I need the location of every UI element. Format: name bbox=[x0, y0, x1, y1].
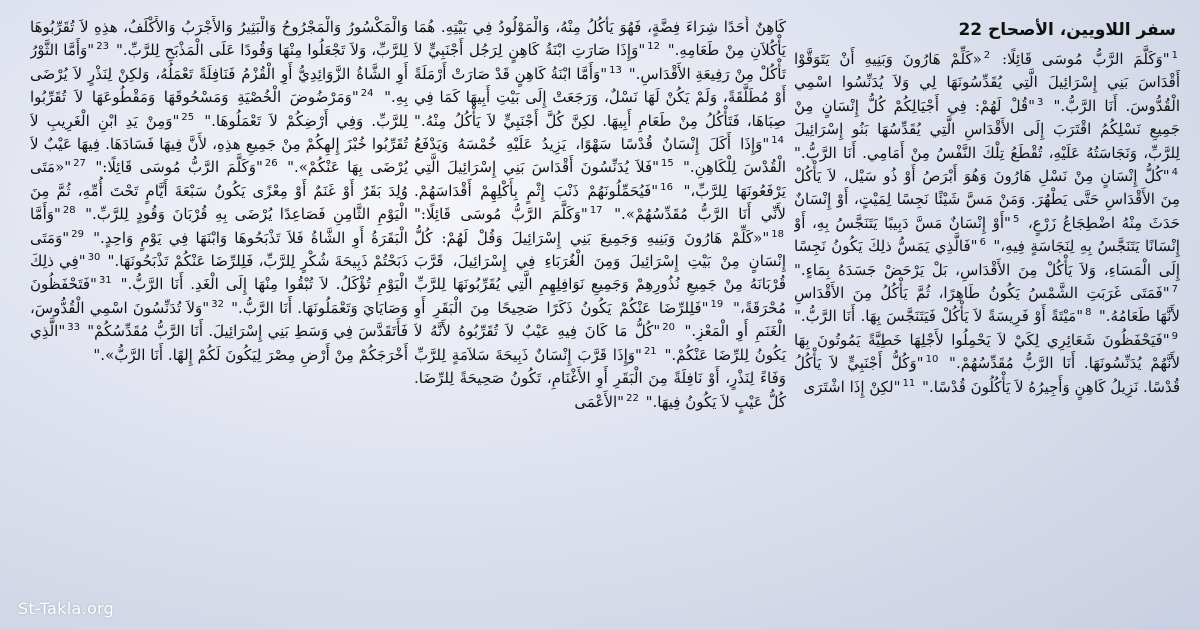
verse-number: 30 bbox=[87, 252, 101, 264]
verse-text: "فَيُحَمِّلُونَهُمْ ذَنْبَ إِثْمٍ بِأَكْلِهِمْ أَقْدَاسَهُمْ. لأَنِّي أَنَا الرَّبُّ مُقَدِّسُهُمْ»." bbox=[414, 181, 786, 224]
verse-text: "فَتَحْفَظُونَ وَصَايَايَ وَتَعْمَلُونَهَا. أَنَا الرَّبُّ." bbox=[30, 275, 408, 317]
verse-number: 20 bbox=[662, 322, 676, 334]
verse-number: 5 bbox=[1012, 213, 1020, 225]
verse-text: "«كَلِّمْ هَارُونَ وَبَنِيهِ وَجَمِيعَ بَنِي إِسْرَائِيلَ وَقُلْ لَهُمْ: كُلُّ إِنْسَانٍ مِنْ بَيْتِ إِسْرَائِيلَ وَمِنَ الْغُرَبَاءِ فِي إِسْرَائِيلَ، قَرَّبَ قُرْبَانَهُ مِنْ جَمِيعِ نُذُورِهِمْ وَجَمِيعِ نَوَافِلِهِمِ الَّتِي يُقَرِّبُونَهَا لِلرَّبِّ مُحْرَقَةً،" bbox=[414, 228, 786, 317]
verse-number: 14 bbox=[771, 135, 784, 147]
verse bbox=[414, 205, 605, 223]
verse-text: "فَلاَ يُدَنِّسُونَ أَقْدَاسَ بَنِي إِسْرَائِيلَ الَّتِي يَرْفَعُونَهَا لِلرَّبِّ،" bbox=[414, 158, 786, 200]
verse-number: 16 bbox=[660, 181, 673, 193]
verse-number: 18 bbox=[771, 228, 784, 240]
verse-text: "وَكُلُّ أَجْنَبِيٍّ لاَ يَأْكُلُ قُدْسًا. نَزِيلُ كَاهِنٍ وَأَجِيرُهُ لاَ يَأْكُلُونَ قُدْسًا." bbox=[794, 354, 1180, 396]
verse-number: 6 bbox=[979, 237, 986, 249]
verse-text: "وَلاَ تُدَنِّسُونَ اسْمِي الْقُدُّوسَ، فَأَتَقَدَّسَ فِي وَسَطِ بَنِي إِسْرَائِيلَ. أَنَا الرَّبُّ مُقَدِّسُكُمْ" bbox=[30, 298, 408, 341]
verse-text: "كُلُّ مَا كَانَ فِيهِ عَيْبٌ لاَ تُقَرِّبُوهُ لأَنَّهُ لاَ يَكُونُ لِلرِّضَا عَنْكُمْ." bbox=[414, 322, 786, 364]
verse-number: 29 bbox=[71, 228, 84, 240]
verse bbox=[794, 307, 1093, 325]
verse-number: 23 bbox=[96, 41, 109, 53]
verse-number: 15 bbox=[661, 158, 674, 170]
verse-text: "وَإِذَا صَارَتِ ابْنَةُ كَاهِنٍ لِرَجُل أَجْنَبِيٍّ لاَ تَأْكُلْ مِنْ رَفِيعَةِ الأَقْدَاسِ." bbox=[414, 41, 786, 83]
verse-number: 1 bbox=[1171, 50, 1178, 61]
verse-text: "وَإِذَا قَرَّبَ إِنْسَانٌ ذَبِيحَةَ سَلاَمَةٍ لِلرَّبِّ وَفَاءً لِنَذْرٍ، أَوْ نَافِلَةً مِنَ الْبَقَرِ أَوِ الأَغْنَامِ، تَكُونُ صَحِيحَةً لِلرِّضَا. كُلُّ عَيْبٍ لاَ يَكُونُ فِيهَا." bbox=[414, 345, 786, 411]
verse-text: "قُلْ لَهُمْ: فِي أَجْيَالِكُمْ كُلُّ إِنْسَانٍ مِنْ جَمِيعِ نَسْلِكُمُ اقْتَرَبَ إِلَى الأَقْدَاسِ الَّتِي يُقَدِّسُهَا بَنُو إِسْرَائِيلَ لِلرَّبِّ، وَنَجَاسَتُهُ عَلَيْهِ، تُقْطَعُ تِلْكَ النَّفْسُ مِنْ أَمَامِي. أَنَا الرَّبُّ." bbox=[794, 96, 1180, 162]
verse-number: 10 bbox=[925, 354, 939, 366]
verse-number: 22 bbox=[626, 392, 639, 404]
verse-number: 4 bbox=[1171, 167, 1178, 179]
text-column-1 bbox=[794, 16, 1180, 616]
chapter-title: سفر اللاويين، الأصحاح 22 bbox=[958, 20, 1176, 40]
text-column-3 bbox=[30, 16, 408, 616]
verse-text: "وَكَلَّمَ الرَّبُّ مُوسَى قَائِلًا: bbox=[1002, 50, 1170, 68]
verse bbox=[574, 393, 640, 411]
verse-number: 21 bbox=[643, 345, 657, 357]
verse bbox=[804, 378, 918, 396]
verse-number: 9 bbox=[1171, 330, 1178, 342]
verse-text: "فَيَحْفَظُونَ شَعَائِرِي لِكَيْ لاَ يَحْمِلُوا لأَجْلِهَا خَطِيَّةً يَمُوتُونَ بِهَا لأَنَّهُمْ يُدَنِّسُونَهَا. أَنَا الرَّبُّ مُقَدِّسُهُمْ." bbox=[794, 330, 1180, 373]
verse-text: "وَمَتَى ذَبَحْتُمْ ذَبِيحَةَ شُكْرٍ لِلرَّبِّ، فَلِلرِّضَا عَنْكُمْ تَذْبَحُونَهَا." bbox=[30, 228, 408, 271]
verse-text: "لكِنْ إِذَا اشْتَرَى bbox=[803, 377, 901, 396]
verse-text: "الأَعْمَى bbox=[574, 392, 625, 411]
verse-number: 31 bbox=[98, 275, 112, 287]
verse-number: 8 bbox=[1085, 307, 1092, 319]
verse-list bbox=[414, 16, 786, 414]
verse-number: 19 bbox=[710, 298, 724, 310]
verse-number: 11 bbox=[902, 377, 916, 389]
verse-list bbox=[30, 16, 408, 367]
verse-number: 12 bbox=[647, 41, 660, 53]
verse-number: 24 bbox=[360, 88, 374, 100]
verse-number: 26 bbox=[264, 158, 278, 170]
verse-text: "«مَتَى وُلِدَ بَقَرٌ أَوْ غَنَمٌ أَوْ مِعْزًى يَكُونُ سَبْعَةَ أَيَّامٍ تَحْتَ أُمِّهِ، ثُمَّ مِنَ الْيَوْمِ الثَّامِنِ فَصَاعِدًا يُرْضَى بِهِ قُرْبَانَ وَقُودٍ لِلرَّبِّ." bbox=[30, 158, 408, 224]
verse-text: كَاهِنٌ أَحَدًا شِرَاءَ فِضَّةٍ، فَهُوَ يَأْكُلُ مِنْهُ، وَالْمَوْلُودُ فِي بَيْتِهِ. هُمَا يَأْكُلاَنِ مِنْ طَعَامِهِ." bbox=[414, 18, 786, 60]
verse-text: "وَكَلَّمَ الرَّبُّ مُوسَى قَائِلًا:" bbox=[95, 158, 263, 177]
verse-text: "وَمَرْضُوضَ الْخُصْيَةِ وَمَسْحُوقَهَا وَمَقْطُوعَهَا لاَ تُقَرِّبُوا لِلرَّبِّ. وَفِي أَرْضِكُمْ لاَ تَعْمَلُوهَا." bbox=[30, 88, 408, 130]
verse-text: "فَمَتَى غَرَبَتِ الشَّمْسُ يَكُونُ طَاهِرًا، ثُمَّ يَأْكُلُ مِنَ الأَقْدَاسِ لأَنَّهَا طَعَامُهُ." bbox=[794, 284, 1180, 326]
verse bbox=[95, 158, 279, 176]
verse-text: "أَوْ إِنْسَانٌ مَسَّ دَبِيبًا يَتَنَجَّسُ بِهِ، أَوْ إِنْسَانًا يَتَنَجَّسُ بِهِ لِنَجَاسَةٍ فِيهِ،" bbox=[794, 213, 1180, 256]
verse-text: "كُلُّ إِنْسَانٍ مِنْ نَسْلِ هَارُونَ وَهُوَ أَبْرَصُ أَوْ ذُو سَيْل، لاَ يَأْكُلْ مِنَ الأَقْدَاسِ حَتَّى يَطْهُرَ. وَمَنْ مَسَّ شَيْئًا نَجِسًا لِمَيْتٍ، أَوْ إِنْسَانٌ حَدَثَ مِنْهُ اضْطِجَاعُ زَرْعٍ، bbox=[794, 167, 1180, 232]
site-watermark: St-Takla.org bbox=[18, 599, 115, 618]
verse-text: "فِي ذلِكَ الْيَوْمِ تُؤْكَلُ. لاَ تُبْقُوا مِنْهَا إِلَى الْغَدِ. أَنَا الرَّبُّ." bbox=[30, 252, 408, 294]
verse-text: "فَلِلرِّضَا عَنْكُمْ يَكُونُ ذَكَرًا صَحِيحًا مِنَ الْبَقَرِ أَوِ الْغَنَمِ أَوِ الْمَعْزِ." bbox=[414, 298, 786, 341]
verse-text: "وَأَمَّا الْبَقَرَةُ أَوِ الشَّاةُ فَلاَ تَذْبَحُوهَا وَابْنَهَا فِي يَوْمٍ وَاحِدٍ." bbox=[30, 205, 408, 247]
verse-number: 13 bbox=[609, 64, 622, 76]
verse-text: «كَلِّمْ هَارُونَ وَبَنِيهِ أَنْ يَتَوَقَّوْا أَقْدَاسَ بَنِي إِسْرَائِيلَ الَّتِي يُقَدِّسُونَهَا لِي وَلاَ يُدَنِّسُوا اسْمِي الْقُدُّوسَ. أَنَا الرَّبُّ." bbox=[794, 50, 1180, 115]
verse-text: "وَإِذَا أَكَلَ إِنْسَانٌ قُدْسًا سَهْوًا، يَزِيدُ عَلَيْهِ خُمْسَهُ وَيَدْفَعُ الْقُدْسَ لِلْكَاهِنِ." bbox=[414, 135, 786, 177]
verse-number: 33 bbox=[67, 322, 80, 334]
verse-number: 3 bbox=[1037, 96, 1044, 108]
verse bbox=[1002, 50, 1180, 68]
verse-number: 32 bbox=[211, 298, 224, 310]
verse-text: "وَأَمَّا الثَّوْرُ أَوِ الشَّاةُ الزَّوَائِدِيُّ أَوِ الْقُزْمُ فَنَافِلَةً تَعْمَلُهُ، وَلكِنْ لِنَذْرٍ لاَ يُرْضَى بِهِ." bbox=[30, 41, 408, 107]
verse-number: 25 bbox=[181, 111, 195, 123]
verse-number: 27 bbox=[73, 158, 86, 170]
verse-text: "فَالَّذِي يَمَسُّ ذلِكَ يَكُونُ نَجِسًا إِلَى الْمَسَاءِ، وَلاَ يَأْكُلْ مِنَ الأَقْدَاسِ، بَلْ يَرْحَضْ جَسَدَهُ بِمَاءٍ." bbox=[794, 237, 1180, 279]
verse-text: وَالْمَكْسُورُ وَالْمَجْرُوحُ وَالْبَثِيرُ وَالأَجْرَبُ وَالأَكْلَفُ، هذِهِ لاَ تُقَرِّبُوهَا لِلرَّبِّ، وَلاَ تَجْعَلُوا مِنْهَا وَقُودًا عَلَى الْمَذْبَحِ لِلرَّبِّ." bbox=[30, 18, 408, 60]
verse-number: 7 bbox=[1171, 284, 1178, 296]
verse-text: "وَمِنْ يَدِ ابْنِ الْغَرِيبِ لاَ تُقَرِّبُوا خُبْزَ إِلهِكُمْ مِنْ جَمِيعِ هذِهِ، لأَنَّ فِيهَا فَسَادَهَا. فِيهَا عَيْبٌ لاَ يُرْضَى بِهَا عَنْكُمْ»." bbox=[30, 111, 408, 177]
verse-number: 2 bbox=[983, 50, 991, 61]
verse-list bbox=[794, 48, 1180, 399]
verse-text: "الَّذِي أَخْرَجَكُمْ مِنْ أَرْضِ مِصْرَ لِيَكُونَ لَكُمْ إِلهًا. أَنَا الرَّبُّ»." bbox=[30, 322, 408, 364]
verse-text: "وَكَلَّمَ الرَّبُّ مُوسَى قَائِلًا:" bbox=[414, 205, 588, 224]
text-column-2 bbox=[414, 16, 786, 616]
verse-number: 17 bbox=[589, 205, 603, 217]
verse-text: "وَأَمَّا ابْنَةُ كَاهِنٍ قَدْ صَارَتْ أَرْمَلَةً أَوْ مُطَلَّقَةً، وَلَمْ يَكُنْ لَهَا نَسْلٌ، وَرَجَعَتْ إِلَى بَيْتِ أَبِيهَا كَمَا فِي صِبَاهَا، فَتَأْكُلُ مِنْ طَعَامِ أَبِيهَا. لكِنَّ كُلَّ أَجْنَبِيٍّ لاَ يَأْكُلُ مِنْهُ." bbox=[414, 64, 786, 130]
verse-number: 28 bbox=[62, 205, 76, 217]
verse-text: "مَيْتَةً أَوْ فَرِيسَةً لاَ يَأْكُلْ فَيَتَنَجَّسَ بِهَا. أَنَا الرَّبُّ." bbox=[794, 307, 1084, 326]
